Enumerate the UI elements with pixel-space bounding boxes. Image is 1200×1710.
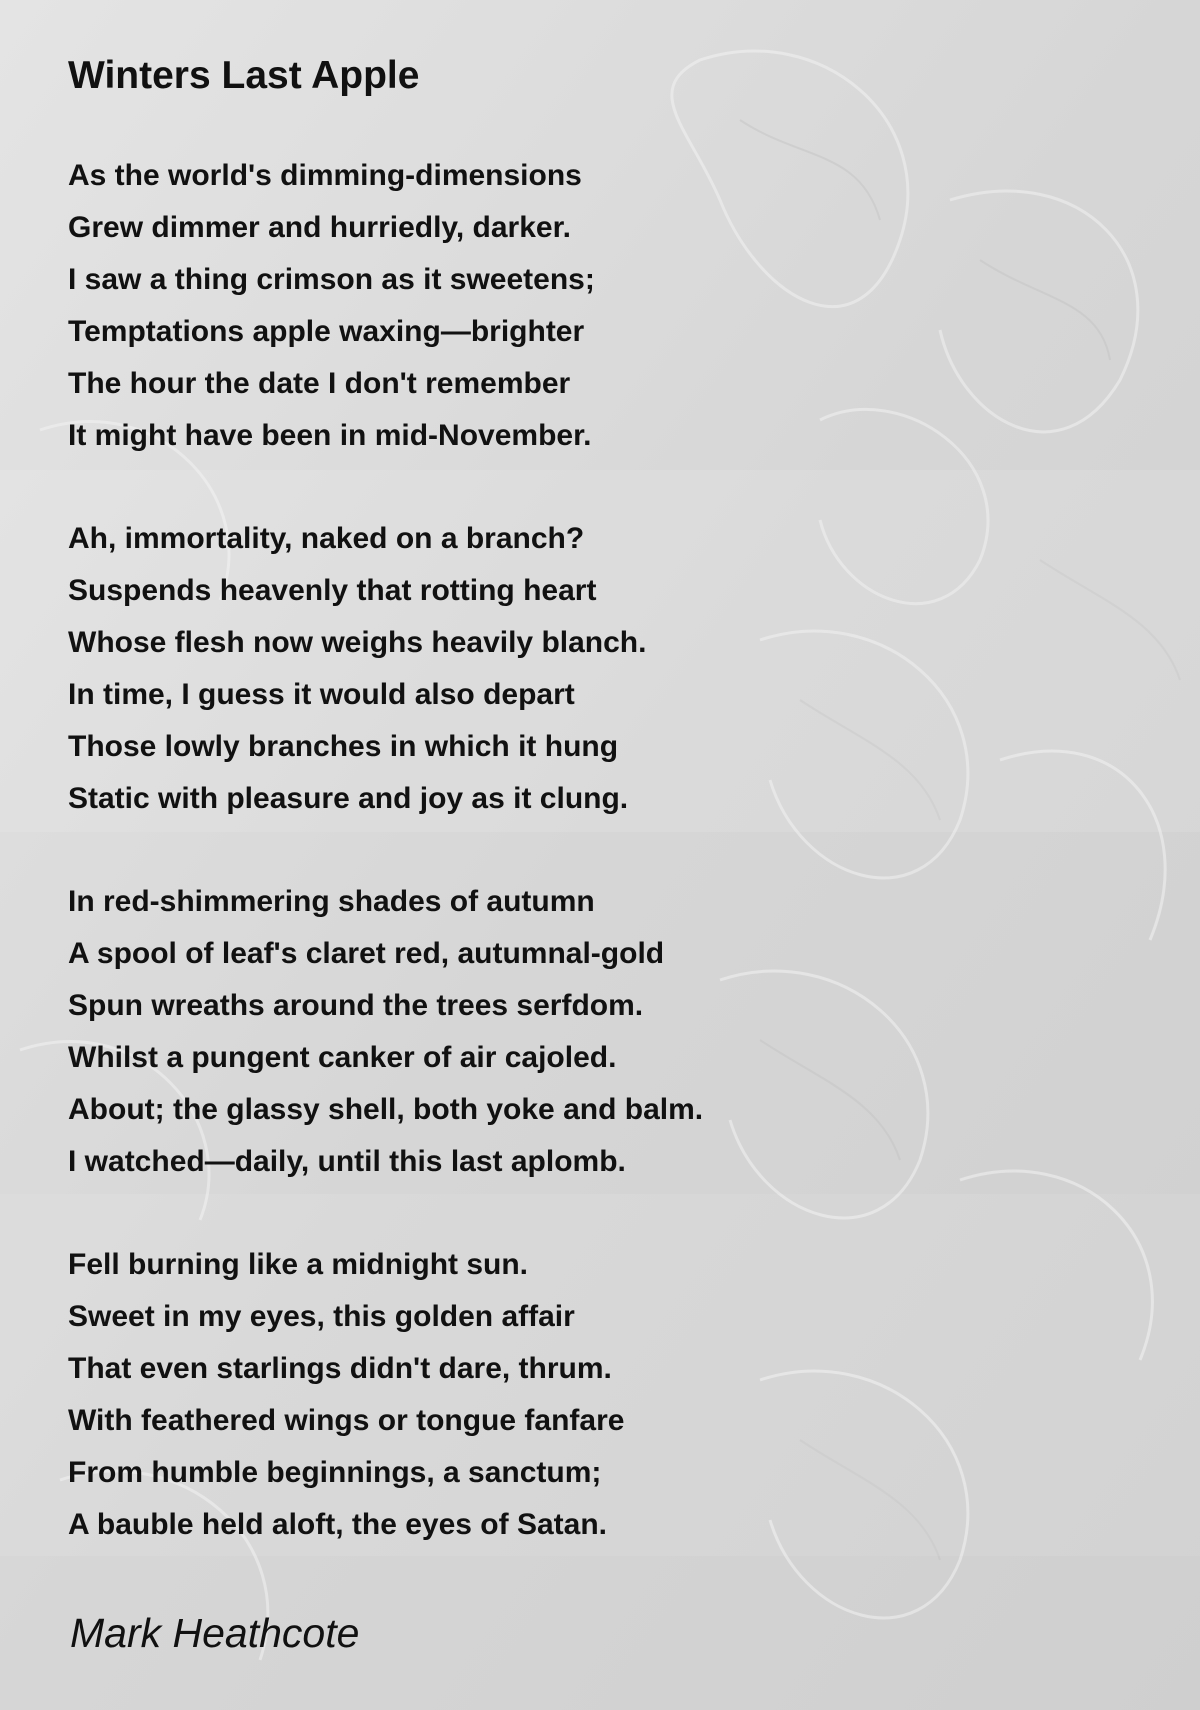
poem-line: As the world's dimming-dimensions bbox=[68, 159, 582, 192]
stanza-1 bbox=[68, 150, 595, 462]
poem-line: Static with pleasure and joy as it clung. bbox=[68, 782, 629, 815]
poem-line: That even starlings didn't dare, thrum. bbox=[68, 1352, 612, 1385]
stanza-4 bbox=[68, 1239, 624, 1551]
poem-line: About; the glassy shell, both yoke and balm. bbox=[68, 1093, 704, 1126]
poem-line: The hour the date I don't remember bbox=[68, 367, 571, 400]
poem-line: In red-shimmering shades of autumn bbox=[68, 885, 595, 918]
poem-line: Those lowly branches in which it hung bbox=[68, 730, 619, 763]
poem-line: In time, I guess it would also depart bbox=[68, 678, 575, 711]
poem-line: Spun wreaths around the trees serfdom. bbox=[68, 989, 644, 1022]
poem-line: With feathered wings or tongue fanfare bbox=[68, 1404, 625, 1437]
poem-line: It might have been in mid-November. bbox=[68, 419, 592, 452]
stanza-3 bbox=[68, 876, 703, 1188]
poem-line: Fell burning like a midnight sun. bbox=[68, 1248, 529, 1281]
stanza-2 bbox=[68, 513, 646, 825]
poem-line: Whose flesh now weighs heavily blanch. bbox=[68, 626, 647, 659]
poem-line: Ah, immortality, naked on a branch? bbox=[68, 522, 585, 555]
poem-line: A bauble held aloft, the eyes of Satan. bbox=[68, 1508, 607, 1541]
poem-line: Whilst a pungent canker of air cajoled. bbox=[68, 1041, 617, 1074]
author-name: Mark Heathcote bbox=[70, 1610, 360, 1656]
poem-title: Winters Last Apple bbox=[68, 54, 420, 97]
poem-line: Temptations apple waxing—brighter bbox=[68, 315, 585, 348]
poem-line: I watched—daily, until this last aplomb. bbox=[68, 1145, 626, 1178]
poem-line: I saw a thing crimson as it sweetens; bbox=[68, 263, 595, 296]
poem-line: Grew dimmer and hurriedly, darker. bbox=[68, 211, 571, 244]
poem-line: Suspends heavenly that rotting heart bbox=[68, 574, 597, 607]
poem-line: A spool of leaf's claret red, autumnal-gold bbox=[68, 937, 665, 970]
poem-line: Sweet in my eyes, this golden affair bbox=[68, 1300, 575, 1333]
poem-line: From humble beginnings, a sanctum; bbox=[68, 1456, 602, 1489]
